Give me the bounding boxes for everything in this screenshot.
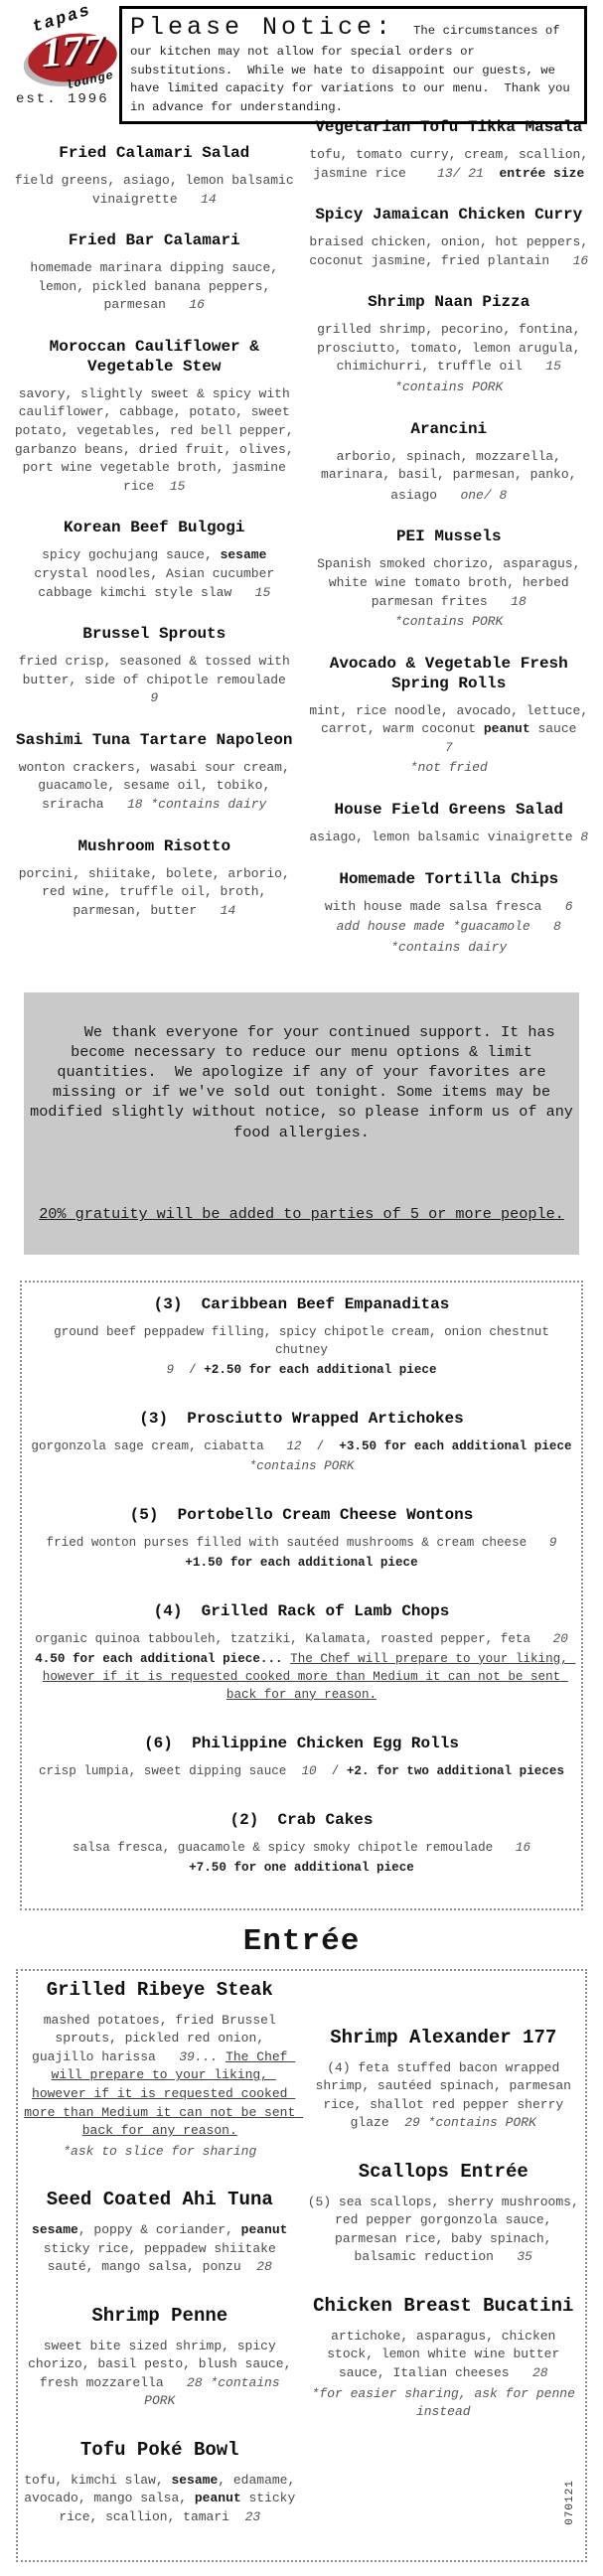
text-segment: The Chef will prepare to your liking, however if it is requested cooked more than Medium it can not be sent back for any reason. [24,2048,304,2139]
description-line [306,2059,582,2133]
text-segment: peanut [240,2222,288,2238]
text-segment: sticky rice, scallion, tamari [59,2491,304,2524]
text-segment: wonton crackers, wasabi sour cream, guacamole, sesame oil, tobiko, sriracha [18,759,298,812]
description-line [307,321,592,377]
menu-item [307,205,596,270]
text-segment: sticky rice, peppadew shiitake sauté, mango salsa, ponzu [43,2222,296,2275]
menu-item-description [22,2472,304,2527]
description-line [307,613,592,632]
menu-item [22,2305,298,2411]
menu-item-name: Avocado & Vegetable Fresh Spring Rolls [329,654,578,692]
description-line [306,2328,582,2383]
menu-item [28,1409,575,1475]
doc-code: 070121 [564,2480,577,2526]
text-segment: *for easier sharing, ask for penne instead [311,2385,583,2420]
menu-item-description [12,653,302,708]
text-segment: fried wonton purses filled with sautéed mushrooms & cream cheese [46,1535,549,1550]
menu-item-name: (6) Philippine Chicken Egg Rolls [144,1734,459,1752]
text-segment: 39... [179,2048,226,2064]
appetizer-column-left [12,143,302,979]
menu-item-name: (4) Grilled Rack of Lamb Chops [153,1601,450,1620]
menu-item-description [28,1630,575,1704]
text-segment: field greens, asiago, lemon balsamic vinaigrette [14,173,302,207]
description-line [28,1650,575,1704]
description-line [307,702,600,758]
text-segment: / [301,1439,340,1453]
text-segment: ground beef peppadew filling, spicy chipotle cream, onion chestnut chutney [54,1324,557,1357]
menu-item-name: Tofu Poké Bowl [79,2438,239,2461]
menu-item [306,2295,582,2422]
text-segment: 9 [150,690,159,706]
appetizer-column-right [307,117,600,979]
text-segment: fried crisp, seasoned & tossed with butter, side of chipotle remoulade [18,654,302,687]
text-segment: (4) feta stuffed bacon wrapped shrimp, sautéed spinach, parmesan rice, shallot red pepper sherry glaze [315,2059,579,2131]
text-segment: add house made *guacamole 8 [336,919,561,935]
support-notice-body: We thank everyone for your continued support. It has become necessary to reduce our menu options & limit quantities. We apologize if any of your favorites are missing or if we've sold out tonight. Some items may be modified slightly without notice, so please inform us of any food allergies. [30,1022,583,1141]
entree-column-right [306,2026,587,2554]
text-segment: peanut [194,2491,241,2506]
text-segment: 18 [511,593,527,609]
text-segment: 14 [201,191,217,207]
description-line [12,865,297,921]
menu-item-name: Fried Calamari Salad [59,144,250,162]
text-segment: mashed potatoes, fried Brussel sprouts, pickled red onion, guajillo harissa [32,2012,284,2064]
menu-item [22,2189,298,2276]
menu-item-name: Korean Beef Bulgogi [64,519,245,537]
text-segment: 18 *contains dairy [126,796,267,812]
menu-item-description [12,865,297,921]
text-segment: 10 [301,1763,317,1778]
description-line [28,1323,575,1359]
text-segment: +7.50 for one additional piece [189,1860,414,1875]
text-segment: *contains PORK [248,1458,355,1473]
text-segment: 13/ 21 [437,165,484,181]
menu-item [307,869,592,958]
menu-item-description [307,898,592,958]
text-segment: , poppy & coriander, [77,2222,241,2238]
text-segment: sesame [171,2472,219,2488]
menu-item [307,800,592,847]
text-segment: arborio, spinach, mozzarella, marinara, basil, parmesan, panko, [321,448,577,483]
menu-item [28,1810,575,1877]
menu-item-description [307,702,600,778]
menu-item [12,230,297,315]
text-segment: 20 [552,1631,568,1646]
menu-item-name: Fried Bar Calamari [68,231,240,250]
menu-item-description [12,759,297,815]
text-segment: artichoke, asparagus, chicken stock, lemon white wine butter sauce, Italian cheeses [327,2328,568,2380]
menu-item [306,2027,582,2133]
menu-item-name: Homemade Tortilla Chips [339,869,559,888]
menu-item-description [307,448,592,506]
text-segment: mint, rice noodle, avocado, lettuce, carrot, warm coconut [309,702,596,737]
menu-item-description [12,385,302,496]
gratuity-line: 20% gratuity will be added to parties of 5 or more people. [39,1205,564,1224]
support-notice [24,992,583,1255]
description-line [307,759,592,778]
please-notice-box [119,6,587,124]
text-segment: 9 [166,1362,175,1377]
menu-item-description [28,1762,575,1780]
description-line [28,1859,575,1877]
description-line [306,2194,587,2267]
menu-item-name: Spicy Jamaican Chicken Curry [315,206,583,225]
text-segment: 9 [548,1535,557,1550]
menu-item-description [12,259,297,315]
text-segment: 14 [220,902,236,918]
menu-item-name: House Field Greens Salad [334,800,563,819]
text-segment: sauce [529,721,600,737]
description-line [12,259,297,315]
menu-item-name: Shrimp Alexander 177 [330,2026,557,2048]
menu-item-name: (2) Crab Cakes [229,1810,374,1829]
text-segment: braised chicken, onion, hot peppers, coconut jasmine, fried plantain [309,234,596,268]
menu-item [22,2438,304,2526]
description-line [28,1554,575,1572]
menu-item-name: (5) Portobello Cream Cheese Wontons [129,1505,474,1524]
menu-item-description [22,2338,298,2411]
text-segment: asiago [390,487,461,503]
text-segment: spicy gochujang sauce, [42,547,221,563]
description-line [28,1361,575,1379]
text-segment: 28 [531,2364,548,2380]
text-segment: *contains PORK [394,614,504,630]
logo-tapas-text: tapas [30,1,94,38]
restaurant-logo [14,1,125,109]
text-segment: 16 [515,1840,531,1855]
menu-item-name: Sashimi Tuna Tartare Napoleon [16,730,293,749]
description-line [12,385,302,496]
text-segment: +2. for two additional pieces [346,1763,565,1778]
menu-item-name: Chicken Breast Bucatini [313,2295,574,2318]
menu-item-name: PEI Mussels [395,528,502,546]
menu-item [306,2160,587,2267]
description-line [28,1438,575,1455]
description-line [306,2385,582,2422]
text-segment: entrée size [499,165,585,181]
text-segment: (5) sea scallops, sherry mushrooms, red pepper gorgonzola sauce, parmesan rice, baby spinach, balsamic reduction [307,2194,587,2265]
text-segment: Spanish smoked chorizo, asparagus, white wine tomato broth, herbed parmesan frites [317,556,589,609]
menu-item-description [28,1534,575,1572]
text-segment [484,166,500,181]
text-segment: peanut [483,721,530,737]
description-line [307,898,592,917]
logo-number: 177 [39,26,106,77]
text-segment: with house made salsa fresca [324,898,565,914]
description-line [307,448,592,485]
text-segment: 23 [244,2508,261,2524]
description-line [307,233,596,270]
text-segment: 28 *contains PORK [144,2374,288,2409]
text-segment: organic quinoa tabbouleh, tzatziki, Kalamata, roasted pepper, feta [35,1631,553,1646]
text-segment: +2.50 for each additional piece [204,1362,437,1377]
menu-item [22,1978,304,2161]
text-segment: 15 [169,478,186,494]
menu-item-name: (3) Caribbean Beef Empanaditas [153,1294,450,1313]
header [8,1,595,114]
text-segment: *contains PORK [394,379,504,395]
menu-item-description [12,546,297,602]
description-line [12,653,302,708]
menu-item-description [307,233,596,270]
description-line [22,2221,298,2277]
description-line [12,546,297,602]
description-line [22,2143,298,2162]
text-segment: crisp lumpia, sweet dipping sauce [38,1763,302,1778]
description-line [28,1534,575,1552]
text-segment: sesame [220,547,267,563]
menu-item [307,117,596,183]
text-segment: crystal noodles, Asian cucumber cabbage kimchi style slaw [34,547,282,600]
text-segment: / [174,1362,205,1377]
menu-item [307,292,592,396]
menu-item-description [306,2059,582,2133]
appetizers-section [8,109,600,979]
menu-item-name: Mushroom Risotto [77,836,231,855]
description-line [12,172,302,209]
text-segment: grilled shrimp, pecorino, fontina, prosciutto, tomato, lemon arugula, chimichurri, truffle oil [317,322,589,375]
description-line [28,1457,575,1475]
description-line [12,759,297,815]
menu-item-description [22,2221,298,2277]
menu-item-description [307,829,592,847]
menu-item-name: Arancini [410,419,488,438]
text-segment: 15 [254,584,271,600]
text-segment: 6 [564,898,573,914]
menu-item-description [28,1323,575,1379]
text-segment: salsa fresca, guacamole & spicy smoky chipotle remoulade [72,1840,516,1855]
description-line [22,2472,304,2527]
text-segment: sweet bite sized shrimp, spicy chorizo, basil pesto, blush sauce, fresh mozzarella [28,2338,300,2390]
description-line [307,555,592,611]
menu-item-description [306,2194,587,2267]
text-segment: one/ 8 [460,487,508,503]
description-line [307,829,592,847]
text-segment: porcini, shiitake, bolete, arborio, red wine, truffle oil, broth, parmesan, butter [18,865,298,918]
shared-plates-box [20,1281,583,1910]
please-notice-title: Please Notice: [130,13,414,42]
text-segment: +3.50 for each additional piece [339,1439,572,1453]
text-segment: 15 [545,359,561,375]
menu-item-description [22,2012,304,2162]
menu-item-name: Brussel Sprouts [82,625,226,644]
menu-item-name: Grilled Ribeye Steak [46,1978,273,2001]
menu-item-description [307,321,592,396]
text-segment: 12 [286,1439,302,1453]
text-segment: savory, slightly sweet & spicy with cauliflower, cabbage, potato, sweet potato, vegetables, red bell pepper, garbanzo beans, dried fruit, olives, port wine vegetable broth, jasmine rice [14,385,302,494]
menu-item [12,730,297,815]
text-segment: 8 [580,829,589,844]
description-line [307,146,596,183]
text-segment: 35 [517,2249,532,2265]
menu-item-description [307,555,592,631]
text-segment: asiago, lemon balsamic vinaigrette [309,829,581,844]
menu-item [12,337,302,496]
menu-item-description [12,172,302,209]
menu-item-description [28,1438,575,1475]
description-line [307,487,592,506]
menu-item-name: Shrimp Naan Pizza [368,293,530,312]
menu-item-description [306,2328,582,2422]
text-segment: 29 *contains PORK [404,2115,536,2131]
text-segment: 7 [444,739,453,755]
menu-item [12,836,297,921]
text-segment: sesame [32,2222,78,2238]
menu-item-name: Vegetarian Tofu Tikka Masala [315,118,583,136]
text-segment: +1.50 for each additional piece [185,1555,418,1570]
menu-item-name: Shrimp Penne [91,2304,228,2327]
description-line [28,1839,575,1857]
menu-item-name: Moroccan Cauliflower & Vegetable Stew [49,337,269,376]
menu-item [12,143,302,209]
description-line [307,379,592,397]
menu-item [28,1734,575,1780]
text-segment: *ask to slice for sharing [63,2143,257,2159]
text-segment: tofu, kimchi slaw, [24,2472,172,2488]
menu-item [28,1601,575,1704]
entree-column-left [22,1978,304,2554]
text-segment: 16 [572,252,589,268]
text-segment: / [316,1763,347,1778]
menu-item [12,518,297,602]
text-segment: 28 [256,2259,272,2275]
menu-item-description [28,1839,575,1877]
text-segment: *not fried [409,760,488,776]
logo-established: est. 1996 [16,91,109,107]
text-segment: tofu, tomato curry, cream, scallion, jasmine rice [309,147,596,181]
menu-item [28,1505,575,1572]
please-notice-body: The circumstances of our kitchen may not allow for special orders or substitutions. While we hate to disappoint our guests, we have limited capacity for variations to our menu. Thank you in advance for understanding. [130,24,578,114]
description-line [307,939,592,958]
text-segment: gorgonzola sage cream, ciabatta [31,1439,287,1453]
menu-item [307,654,600,778]
description-line [22,2012,304,2141]
description-line [307,918,592,937]
menu-item [307,527,592,631]
menu-item [307,419,592,506]
menu-item-name: Seed Coated Ahi Tuna [46,2189,273,2211]
logo-lounge-text: lounge [65,68,116,93]
entree-heading: Entrée [242,1923,361,1959]
entree-box [16,1969,587,2562]
menu-item-description [307,146,596,183]
text-segment: *contains dairy [390,939,508,955]
menu-item-name: Scallops Entrée [358,2160,528,2183]
description-line [28,1762,575,1780]
text-segment: The Chef will prepare to your liking, however if it is requested cooked more than Medium it can not be sent back for any reason. [42,1651,576,1702]
text-segment: 16 [189,297,205,313]
description-line [22,2338,298,2411]
text-segment: , edamame, avocado, mango salsa, [24,2472,304,2506]
menu-item [12,624,302,708]
description-line [28,1630,575,1648]
menu-item-name: (3) Prosciutto Wrapped Artichokes [139,1409,464,1428]
menu-item [28,1294,575,1379]
text-segment: homemade marinara dipping sauce, lemon, pickled banana peppers, parmesan [30,260,286,313]
text-segment: 4.50 for each additional piece... [35,1651,291,1666]
